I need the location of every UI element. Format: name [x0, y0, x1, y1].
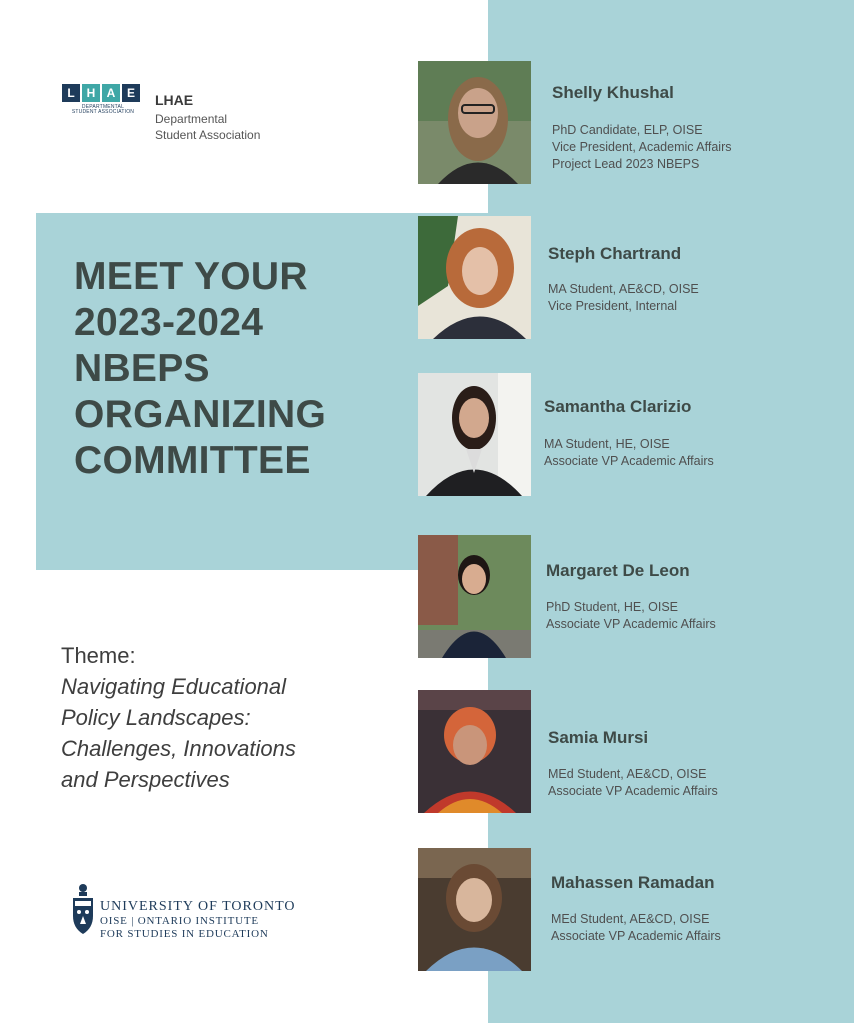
page-title: [74, 254, 326, 484]
member-roles: [551, 911, 721, 945]
member-role: MA Student, HE, OISE: [544, 437, 670, 451]
member-photo: [418, 535, 531, 658]
member-role: Vice President, Internal: [548, 299, 678, 313]
oise-name: [100, 915, 269, 941]
university-name: UNIVERSITY OF TORONTO: [100, 899, 296, 914]
title-line: ORGANIZING: [74, 393, 327, 436]
member-roles: [548, 766, 718, 800]
theme-block: [61, 640, 351, 795]
theme-line: Policy Landscapes:: [61, 705, 251, 730]
theme-text: [61, 671, 351, 795]
title-line: 2023-2024: [74, 301, 264, 344]
member-name: Steph Chartrand: [548, 244, 682, 263]
member-roles: [544, 436, 714, 470]
logo-name: LHAE: [155, 92, 194, 108]
title-line: NBEPS: [74, 347, 210, 390]
member-role: MA Student, AE&CD, OISE: [548, 282, 699, 296]
theme-line: Challenges, Innovations: [61, 736, 296, 761]
member-role: Vice President, Academic Affairs: [552, 140, 732, 154]
member-photo: [418, 848, 531, 971]
oise-name-line: FOR STUDIES IN EDUCATION: [100, 928, 269, 940]
member-role: PhD Student, HE, OISE: [546, 600, 679, 614]
member-name: Samantha Clarizio: [544, 397, 692, 416]
theme-line: Navigating Educational: [61, 674, 287, 699]
title-line: COMMITTEE: [74, 439, 311, 482]
member-photo: [418, 690, 531, 813]
logo-mark-caption-line: DEPARTMENTAL: [81, 104, 125, 110]
uoft-oise-logo: [70, 882, 330, 942]
member-role: Associate VP Academic Affairs: [546, 617, 716, 631]
logo-department-line: Departmental: [155, 112, 228, 126]
member-photo: [418, 216, 531, 339]
member-name: Margaret De Leon: [546, 561, 690, 580]
crest-icon: [70, 882, 96, 938]
logo-letter: H: [82, 84, 100, 102]
title-line: MEET YOUR: [74, 255, 308, 298]
logo-department: [155, 111, 260, 143]
lhae-logo-mark: [62, 84, 144, 115]
member-roles: [546, 599, 716, 633]
logo-letter: E: [122, 84, 140, 102]
member-name: Shelly Khushal: [552, 83, 674, 102]
member-name: Samia Mursi: [548, 728, 649, 747]
member-role: Associate VP Academic Affairs: [544, 454, 714, 468]
member-role: PhD Candidate, ELP, OISE: [552, 123, 703, 137]
theme-line: and Perspectives: [61, 767, 230, 792]
lhae-logo: [62, 84, 292, 144]
member-photo: [418, 373, 531, 496]
member-role: Associate VP Academic Affairs: [548, 784, 718, 798]
member-photo: [418, 61, 531, 184]
member-roles: [548, 281, 699, 315]
logo-department-line: Student Association: [155, 128, 261, 142]
logo-mark-caption: [62, 105, 144, 115]
logo-mark-caption-line: STUDENT ASSOCIATION: [71, 109, 135, 115]
member-role: MEd Student, AE&CD, OISE: [551, 912, 710, 926]
oise-name-line: OISE | ONTARIO INSTITUTE: [100, 915, 259, 927]
member-roles: [552, 122, 732, 173]
member-name: Mahassen Ramadan: [551, 873, 715, 892]
member-role: Associate VP Academic Affairs: [551, 929, 721, 943]
member-role: MEd Student, AE&CD, OISE: [548, 767, 707, 781]
logo-letter: A: [102, 84, 120, 102]
theme-label: Theme:: [61, 643, 136, 668]
logo-letter: L: [62, 84, 80, 102]
member-role: Project Lead 2023 NBEPS: [552, 157, 700, 171]
